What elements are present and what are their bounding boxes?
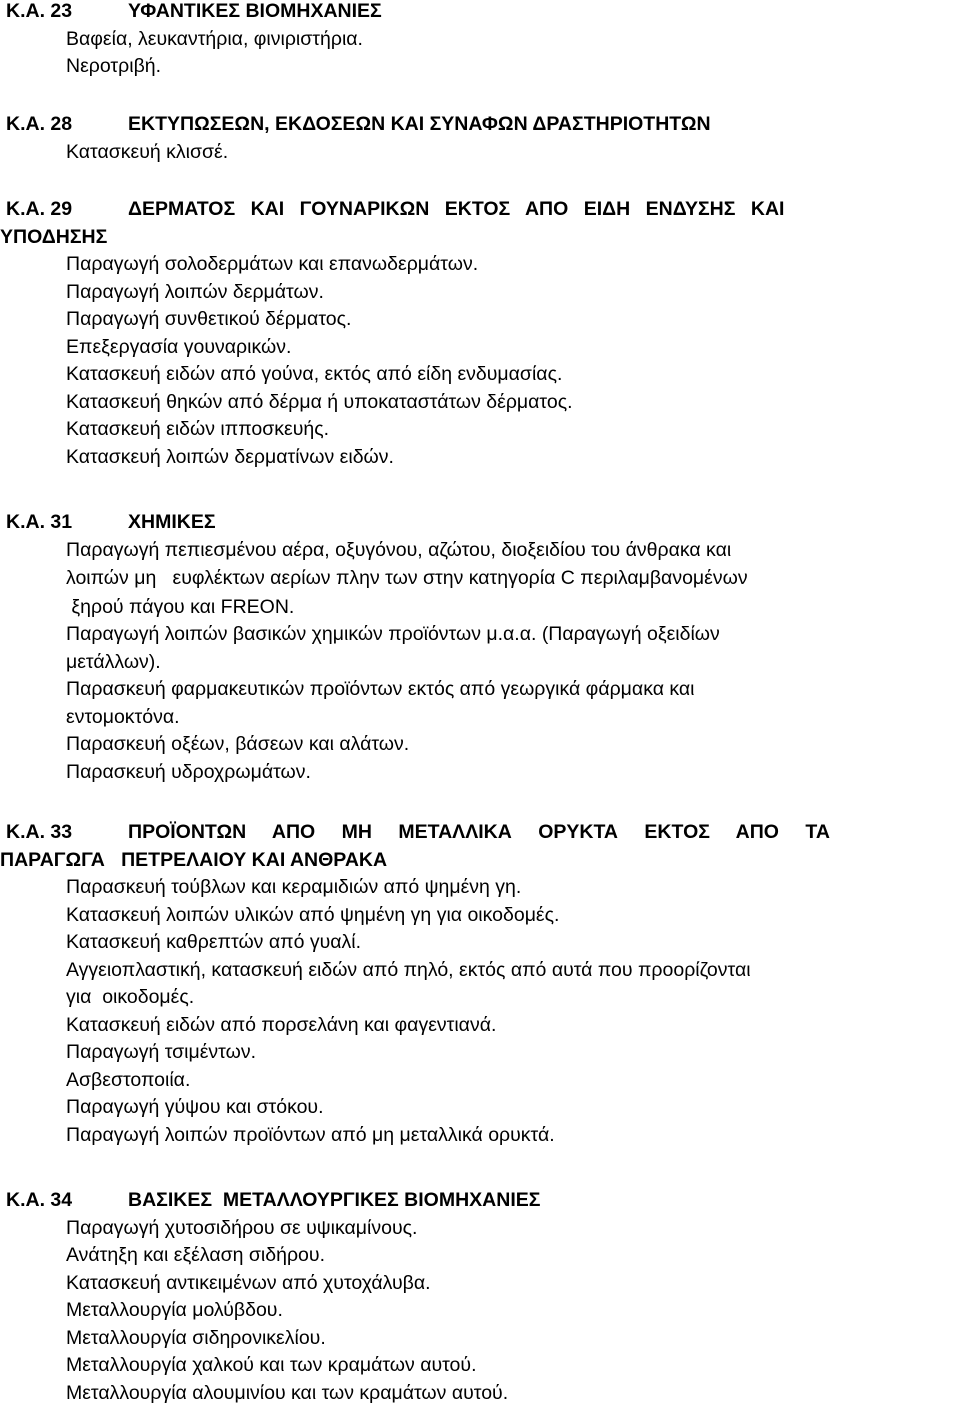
list-item: Παραγωγή λοιπών βασικών χημικών προϊόντων μ.α.α. (Παραγωγή οξειδίων μετάλλων). [66, 623, 720, 673]
list-item: Παραγωγή λοιπών δερμάτων. [66, 280, 324, 303]
list-item: Κατασκευή ειδών ιπποσκευής. [66, 418, 330, 440]
section-heading [6, 196, 958, 224]
list-item: Παραγωγή συνθετικού δέρματος. [66, 308, 352, 330]
section-title: ΠΡΟΪΟΝΤΩΝ ΑΠΟ ΜΗ ΜΕΤΑΛΛΙΚΑ ΟΡΥΚΤΑ ΕΚΤΟΣ ΑΠΟ ΤΑ [128, 821, 830, 843]
section-title-continuation: ΠΑΡΑΓΩΓΑ ΠΕΤΡΕΛΑΙΟΥ ΚΑΙ ΑΝΘΡΑΚΑ [0, 848, 388, 871]
list-item: Κατασκευή λοιπών υλικών από ψημένη γη για οικοδομές. [66, 903, 560, 926]
list-item: Κατασκευή καθρεπτών από γυαλί. [66, 931, 362, 953]
list-item: Κατασκευή κλισσέ. [66, 140, 229, 163]
section-ka-34 [6, 1187, 958, 1407]
list-item: Αγγειοπλαστική, κατασκευή ειδών από πηλό, εκτός από αυτά που προορίζονται για οικοδομές. [66, 958, 751, 1008]
list-item: Παρασκευή τούβλων και κεραμιδιών από ψημένη γη. [66, 876, 522, 898]
list-item: Παραγωγή πεπιεσμένου αέρα, οξυγόνου, αζώτου, διοξειδίου του άνθρακα και λοιπών μη ευφλέκτων αερίων πλην των στην κατηγορία C περιλαμβανομένων ξηρού πάγου και FREON. [66, 538, 748, 618]
section-heading [6, 509, 958, 537]
section-code: Κ.Α. 31 [6, 511, 73, 533]
list-item: Κατασκευή ειδών από πορσελάνη και φαγεντιανά. [66, 1013, 497, 1036]
list-item: Κατασκευή θηκών από δέρμα ή υποκαταστάτων δέρματος. [66, 390, 573, 413]
section-code: Κ.Α. 23 [6, 0, 73, 22]
section-code: Κ.Α. 28 [6, 113, 73, 135]
section-code: Κ.Α. 33 [6, 821, 73, 843]
section-title: ΥΦΑΝΤΙΚΕΣ ΒΙΟΜΗΧΑΝΙΕΣ [128, 0, 382, 22]
list-item: Κατασκευή αντικειμένων από χυτοχάλυβα. [66, 1271, 431, 1294]
list-item: Παρασκευή υδροχρωμάτων. [66, 760, 311, 783]
section-title: ΕΚΤΥΠΩΣΕΩΝ, ΕΚΔΟΣΕΩΝ ΚΑΙ ΣΥΝΑΦΩΝ ΔΡΑΣΤΗΡΙΟΤΗΤΩΝ [128, 113, 711, 135]
section-title: ΧΗΜΙΚΕΣ [128, 511, 216, 533]
section-ka-23 [6, 0, 958, 81]
list-item: Κατασκευή ειδών από γούνα, εκτός από είδη ενδυμασίας. [66, 363, 563, 385]
list-item: Μεταλλουργία χαλκού και των κραμάτων αυτού. [66, 1354, 477, 1376]
section-ka-33 [0, 819, 958, 1149]
list-item: Παραγωγή σολοδερμάτων και επανωδερμάτων. [66, 253, 479, 275]
list-item: Νεροτριβή. [66, 55, 162, 77]
section-title: ΒΑΣΙΚΕΣ ΜΕΤΑΛΛΟΥΡΓΙΚΕΣ ΒΙΟΜΗΧΑΝΙΕΣ [128, 1189, 541, 1211]
section-ka-31 [6, 509, 958, 786]
section-heading [6, 1187, 958, 1215]
list-item: Παραγωγή χυτοσιδήρου σε υψικαμίνους. [66, 1216, 418, 1239]
list-item: Παρασκευή φαρμακευτικών προϊόντων εκτός από γεωργικά φάρμακα και εντομοκτόνα. [66, 678, 695, 728]
list-item: Παρασκευή οξέων, βάσεων και αλάτων. [66, 733, 410, 755]
section-heading [6, 819, 958, 847]
list-item: Παραγωγή γύψου και στόκου. [66, 1096, 324, 1118]
section-heading [6, 0, 958, 26]
list-item: Ανάτηξη και εξέλαση σιδήρου. [66, 1244, 325, 1266]
list-item: Μεταλλουργία σιδηρονικελίου. [66, 1326, 326, 1349]
list-item: Βαφεία, λευκαντήρια, φινιριστήρια. [66, 27, 363, 50]
section-title: ΔΕΡΜΑΤΟΣ ΚΑΙ ΓΟΥΝΑΡΙΚΩΝ ΕΚΤΟΣ ΑΠΟ ΕΙΔΗ ΕΝΔΥΣΗΣ ΚΑΙ [128, 198, 785, 220]
list-item: Μεταλλουργία μολύβδου. [66, 1299, 283, 1321]
list-item: Ασβεστοποιία. [66, 1068, 191, 1091]
list-item: Παραγωγή λοιπών προϊόντων από μη μεταλλικά ορυκτά. [66, 1123, 555, 1146]
list-item: Επεξεργασία γουναρικών. [66, 335, 292, 358]
section-heading [6, 111, 958, 139]
list-item: Μεταλλουργία αλουμινίου και των κραμάτων αυτού. [66, 1381, 509, 1404]
section-code: Κ.Α. 34 [6, 1189, 73, 1211]
section-code: Κ.Α. 29 [6, 198, 73, 220]
section-title-continuation: ΥΠΟΔΗΣΗΣ [0, 225, 108, 248]
list-item: Παραγωγή τσιμέντων. [66, 1041, 257, 1063]
section-ka-28 [6, 111, 958, 166]
section-ka-29 [0, 196, 958, 471]
list-item: Κατασκευή λοιπών δερματίνων ειδών. [66, 445, 394, 468]
